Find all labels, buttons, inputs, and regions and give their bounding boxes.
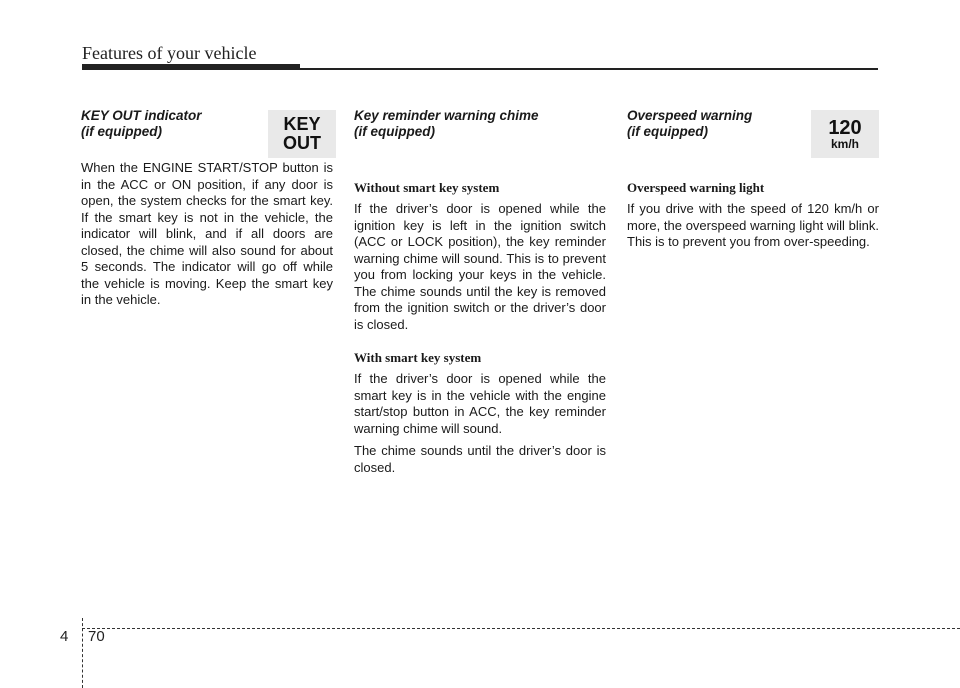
heading-line: Key reminder warning chime [354,108,539,123]
footer-divider [82,618,83,688]
subheading: Overspeed warning light [627,180,765,195]
page-number: 70 [88,628,105,645]
subheading: With smart key system [354,350,482,365]
badge-text: OUT [283,133,321,153]
section-heading-key-reminder [354,108,606,140]
paragraph: When the ENGINE START/STOP button is in the ACC or ON position, if any door is open, the system checks for the smart key. If the smart key is not in the vehicle, the indicator will blink, and if all doors are closed, the chime will also sound for about 5 seconds. The indicator will go off while the vehicle is moving. Keep the smart key in the vehicle. [81,160,333,307]
footer-rule [82,628,960,629]
overspeed-warning-icon [811,110,879,158]
paragraph: If you drive with the speed of 120 km/h or more, the overspeed warning light will blink. This is to prevent you from over-speeding. [627,201,879,249]
column-key-out [81,108,333,309]
heading-line: (if equipped) [81,124,162,139]
key-out-indicator-icon [268,110,336,158]
subheading: Without smart key system [354,180,500,195]
heading-line: (if equipped) [354,124,435,139]
column-overspeed [627,108,879,251]
heading-line: Overspeed warning [627,108,753,123]
badge-text: KEY [283,114,321,134]
badge-text: 120 [828,116,862,139]
paragraph: The chime sounds until the driver’s door is closed. [354,443,606,475]
heading-line: (if equipped) [627,124,708,139]
paragraph: If the driver’s door is opened while the smart key is in the vehicle with the engine start/stop button in ACC, the key reminder warning chime will sound. [354,371,606,436]
heading-line: KEY OUT indicator [81,108,202,123]
badge-text: km/h [830,136,859,151]
header-rule [82,68,878,70]
column-key-reminder [354,108,606,476]
paragraph: If the driver’s door is opened while the ignition key is left in the ignition switch (ACC or LOCK position), the key reminder warning chime will sound. This is to prevent you from locking your keys in the vehicle. The chime sounds until the key is removed from the ignition switch or the driver’s door is closed. [354,201,606,332]
section-number: 4 [60,628,69,645]
page-header-title: Features of your vehicle [82,43,257,63]
